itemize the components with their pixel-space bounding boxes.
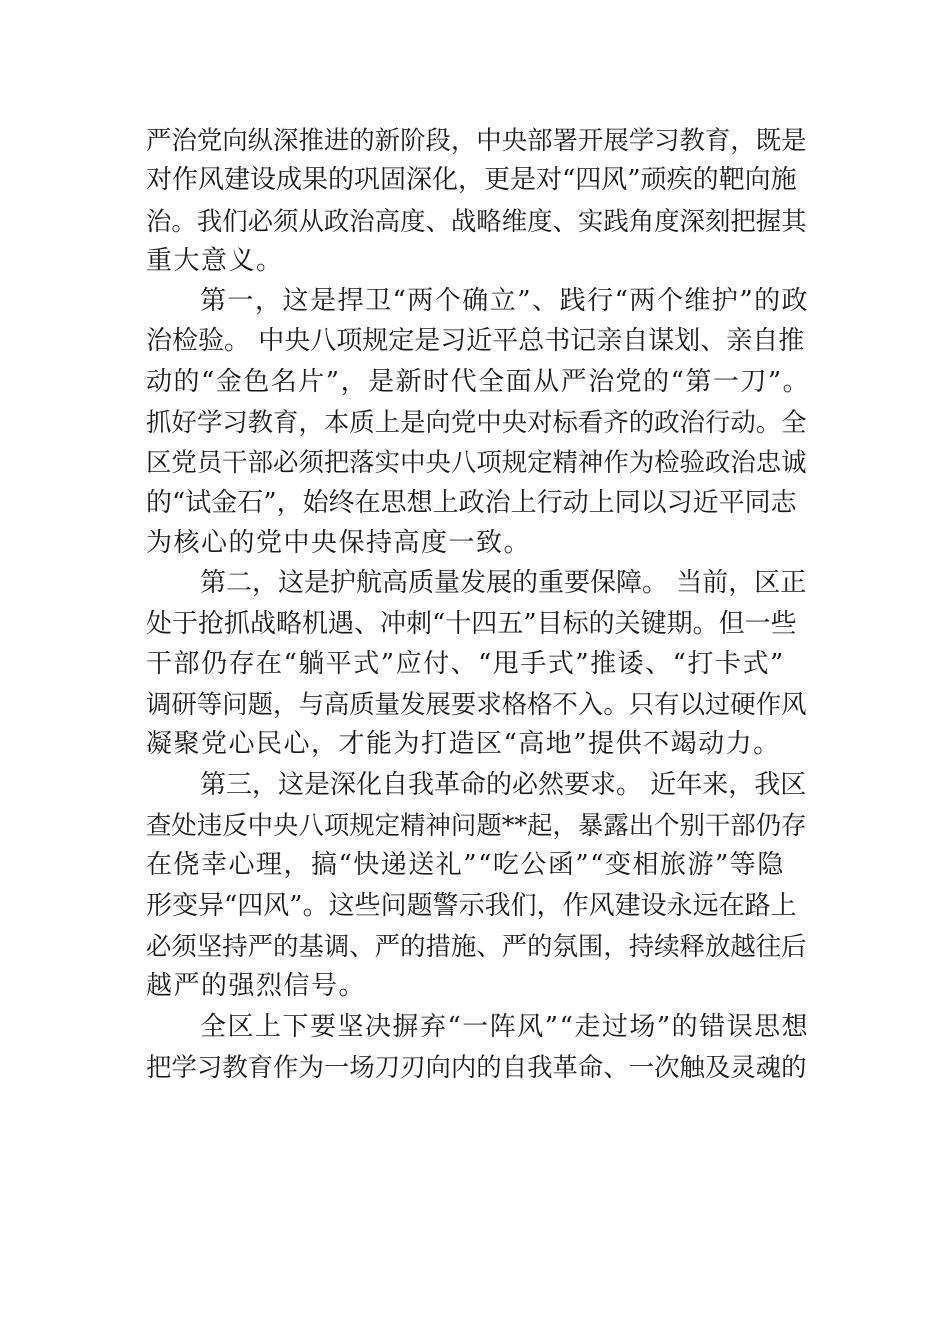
paragraph-first-point: [146, 281, 810, 563]
text-line: 重大意义。: [146, 245, 284, 276]
text-line: 对作风建设成果的巩固深化，更是对“四风”顽疾的靶向施: [146, 165, 797, 196]
text-line: 处于抢抓战略机遇、冲刺“十四五”目标的关键期。但一些: [146, 608, 797, 639]
text-line: 第一，这是捍卫“两个确立”、践行“两个维护”的政: [200, 286, 810, 317]
text-line: 严治党向纵深推进的新阶段，中央部署开展学习教育，既是: [146, 125, 807, 155]
text-line: 动的“金色名片”，是新时代全面从严治党的“第一刀”。: [146, 366, 811, 397]
paragraph-third-point: [146, 765, 810, 1007]
text-line: 干部仍存在“躺平式”应付、“甩手式”推诿、“打卡式”: [146, 648, 785, 679]
paragraph-conclusion: [146, 1007, 810, 1088]
text-line: 调研等问题，与高质量发展要求格格不入。只有以过硬作风: [146, 689, 807, 720]
text-line: 第三，这是深化自我革命的必然要求。 近年来，我区: [200, 769, 807, 800]
paragraph-second-point: [146, 563, 810, 764]
text-line: 越严的强烈信号。: [146, 971, 367, 1002]
text-line: 把学习教育作为一场刀刃向内的自我革命、一次触及灵魂的: [146, 1051, 807, 1082]
text-line: 抓好学习教育，本质上是向党中央对标看齐的政治行动。全: [146, 407, 807, 438]
document-body: [146, 120, 810, 1087]
text-line: 治检验。 中央八项规定是习近平总书记亲自谋划、亲自推: [146, 326, 805, 357]
text-line: 全区上下要坚决摒弃“一阵风”“走过场”的错误思想: [200, 1011, 810, 1042]
text-line: 查处违反中央八项规定精神问题**起，暴露出个别干部仍存: [146, 810, 807, 841]
text-line: 在侥幸心理，搞“快递送礼”“吃公函”“变相旅游”等隐: [146, 850, 785, 881]
text-line: 必须坚持严的基调、严的措施、严的氛围，持续释放越往后: [146, 930, 807, 961]
text-line: 第二，这是护航高质量发展的重要保障。 当前，区正: [200, 568, 807, 599]
text-line: 形变异“四风”。这些问题警示我们，作风建设永远在路上: [146, 890, 797, 921]
paragraph-intro: [146, 120, 810, 281]
text-line: 为核心的党中央保持高度一致。: [146, 527, 532, 558]
text-line: 治。我们必须从政治高度、战略维度、实践角度深刻把握其: [146, 205, 807, 236]
text-line: 的“试金石”，始终在思想上政治上行动上同以习近平同志: [146, 487, 797, 518]
text-line: 凝聚党心民心，才能为打造区“高地”提供不竭动力。: [146, 729, 781, 760]
text-line: 区党员干部必须把落实中央八项规定精神作为检验政治忠诚: [146, 447, 807, 478]
